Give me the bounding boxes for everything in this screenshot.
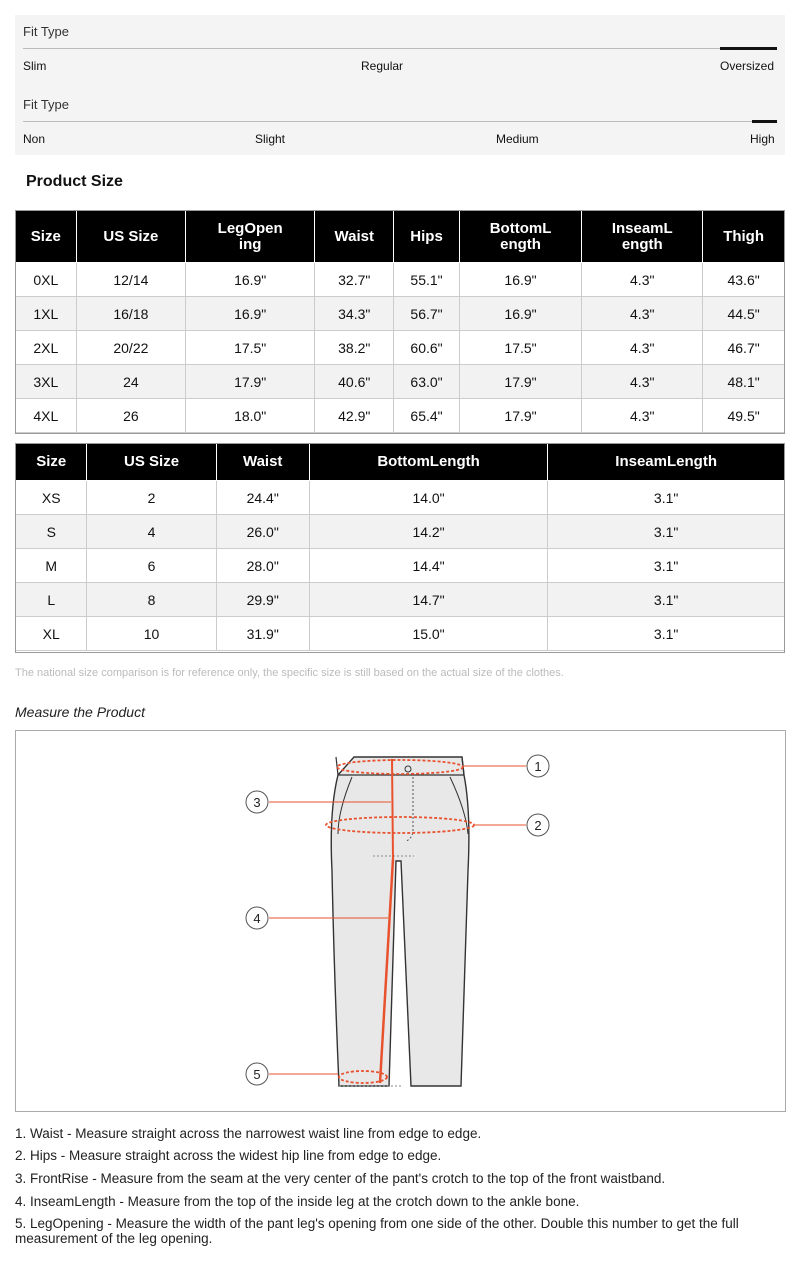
table-cell: 12/14	[76, 263, 186, 297]
column-header: US Size	[76, 211, 186, 263]
table-cell: 4.3"	[582, 399, 703, 433]
table-cell: 65.4"	[394, 399, 460, 433]
table-cell: 2XL	[16, 331, 77, 365]
table-cell: 26	[76, 399, 186, 433]
table-cell: 3.1"	[548, 617, 785, 651]
fit-label-slim: Slim	[23, 59, 47, 73]
fit-label-oversized: Oversized	[720, 59, 775, 73]
legend-waist: 1. Waist - Measure straight across the narrowest waist line from edge to edge.	[15, 1126, 482, 1141]
table-row	[16, 515, 785, 549]
product-size-title: Product Size	[26, 173, 123, 190]
table-cell: 16/18	[76, 297, 186, 331]
legend-front-rise: 3. FrontRise - Measure from the seam at the very center of the pant's crotch to the top of the front waistband.	[15, 1171, 666, 1186]
callout-2	[527, 814, 549, 836]
table-cell: 3.1"	[548, 515, 785, 549]
table-cell: 14.7"	[309, 583, 547, 617]
stretch-label-non: Non	[23, 132, 46, 146]
table-header-row	[16, 444, 785, 481]
table-cell: 14.0"	[309, 481, 547, 515]
table-cell: 15.0"	[309, 617, 547, 651]
table-cell: 3XL	[16, 365, 77, 399]
callout-3-label: 3	[253, 795, 261, 810]
column-header: Waist	[315, 211, 394, 263]
table-cell: 29.9"	[216, 583, 309, 617]
measure-title: Measure the Product	[15, 704, 145, 720]
table-cell: 6	[87, 549, 216, 583]
table-cell: 17.9"	[459, 365, 581, 399]
table-cell: L	[16, 583, 87, 617]
table-cell: 4.3"	[582, 263, 703, 297]
table-cell: 34.3"	[315, 297, 394, 331]
table-cell: 44.5"	[703, 297, 785, 331]
table-cell: 0XL	[16, 263, 77, 297]
table-row	[16, 549, 785, 583]
table-cell: 28.0"	[216, 549, 309, 583]
column-header: InseamLength	[548, 444, 785, 481]
callout-1	[527, 755, 549, 777]
table-cell: 49.5"	[703, 399, 785, 433]
legend-leg-opening: 5. LegOpening - Measure the width of the pant leg's opening from one side of the other. Double this number to get the full measurement of the leg opening.	[15, 1216, 739, 1246]
legend-hips: 2. Hips - Measure straight across the widest hip line from edge to edge.	[15, 1148, 442, 1163]
table-row	[16, 365, 785, 399]
table-row	[16, 617, 785, 651]
table-cell: 3.1"	[548, 549, 785, 583]
table-cell: 3.1"	[548, 583, 785, 617]
front-rise-line	[392, 759, 393, 859]
table-cell: 63.0"	[394, 365, 460, 399]
table-cell: 10	[87, 617, 216, 651]
table-header-row	[16, 211, 785, 263]
table-row	[16, 331, 785, 365]
callout-1-label: 1	[534, 759, 542, 774]
column-header: Size	[16, 444, 87, 481]
table-cell: 18.0"	[186, 399, 315, 433]
stretch-selected-marker	[752, 120, 777, 123]
table-cell: 31.9"	[216, 617, 309, 651]
table-cell: 24.4"	[216, 481, 309, 515]
table-cell: 17.5"	[459, 331, 581, 365]
column-header: BottomLength	[309, 444, 547, 481]
table-cell: 24	[76, 365, 186, 399]
size-table-regular	[15, 443, 785, 651]
stretch-label-slight: Slight	[255, 132, 286, 146]
size-table-plus	[15, 210, 785, 433]
table-cell: M	[16, 549, 87, 583]
callout-4-label: 4	[253, 911, 261, 926]
table-cell: 4.3"	[582, 297, 703, 331]
table-cell: 3.1"	[548, 481, 785, 515]
fit-type-scale-line	[23, 48, 777, 49]
table-cell: 17.9"	[459, 399, 581, 433]
table-cell: 60.6"	[394, 331, 460, 365]
pants-illustration	[16, 731, 787, 1113]
table-cell: 16.9"	[459, 263, 581, 297]
table-cell: 16.9"	[459, 297, 581, 331]
table-cell: 4XL	[16, 399, 77, 433]
column-header: US Size	[87, 444, 216, 481]
callout-2-label: 2	[534, 818, 542, 833]
table-cell: 1XL	[16, 297, 77, 331]
fit-type-selected-marker	[720, 47, 777, 50]
callout-3	[246, 791, 268, 813]
column-header: BottomL ength	[459, 211, 581, 263]
table-cell: 17.5"	[186, 331, 315, 365]
fit-type-title: Fit Type	[23, 24, 70, 39]
table-cell: 38.2"	[315, 331, 394, 365]
table-cell: 4	[87, 515, 216, 549]
callout-5-label: 5	[253, 1067, 261, 1082]
table-cell: 48.1"	[703, 365, 785, 399]
table-cell: 16.9"	[186, 263, 315, 297]
table-row	[16, 583, 785, 617]
table-cell: S	[16, 515, 87, 549]
stretch-label-medium: Medium	[496, 132, 539, 146]
column-header: Hips	[394, 211, 460, 263]
table-cell: XS	[16, 481, 87, 515]
size-note: The national size comparison is for reference only, the specific size is still based on the actual size of the clothes.	[15, 667, 564, 679]
column-header: Size	[16, 211, 77, 263]
column-header: InseamL ength	[582, 211, 703, 263]
table-cell: 20/22	[76, 331, 186, 365]
stretch-type-title: Fit Type	[23, 97, 70, 112]
measure-diagram	[15, 730, 786, 1112]
table-cell: 2	[87, 481, 216, 515]
table-cell: 46.7"	[703, 331, 785, 365]
table-cell: 14.2"	[309, 515, 547, 549]
pants-outline	[331, 757, 469, 1086]
table-cell: 14.4"	[309, 549, 547, 583]
table-cell: 4.3"	[582, 331, 703, 365]
callout-4	[246, 907, 268, 929]
table-cell: 26.0"	[216, 515, 309, 549]
table-cell: 56.7"	[394, 297, 460, 331]
legend-inseam: 4. InseamLength - Measure from the top of the inside leg at the crotch down to the ankle bone.	[15, 1194, 580, 1209]
fit-label-regular: Regular	[361, 59, 404, 73]
table-cell: 42.9"	[315, 399, 394, 433]
stretch-label-high: High	[750, 132, 775, 146]
table-row	[16, 263, 785, 297]
table-cell: 16.9"	[186, 297, 315, 331]
table-cell: XL	[16, 617, 87, 651]
table-cell: 4.3"	[582, 365, 703, 399]
table-cell: 43.6"	[703, 263, 785, 297]
column-header: Waist	[216, 444, 309, 481]
table-row	[16, 481, 785, 515]
table-cell: 40.6"	[315, 365, 394, 399]
table-cell: 32.7"	[315, 263, 394, 297]
table-cell: 17.9"	[186, 365, 315, 399]
column-header: LegOpen ing	[186, 211, 315, 263]
fit-panel	[15, 15, 785, 155]
stretch-scale-line	[23, 121, 777, 122]
column-header: Thigh	[703, 211, 785, 263]
table-row	[16, 297, 785, 331]
table-row	[16, 399, 785, 433]
table-cell: 55.1"	[394, 263, 460, 297]
callout-5	[246, 1063, 268, 1085]
table-cell: 8	[87, 583, 216, 617]
